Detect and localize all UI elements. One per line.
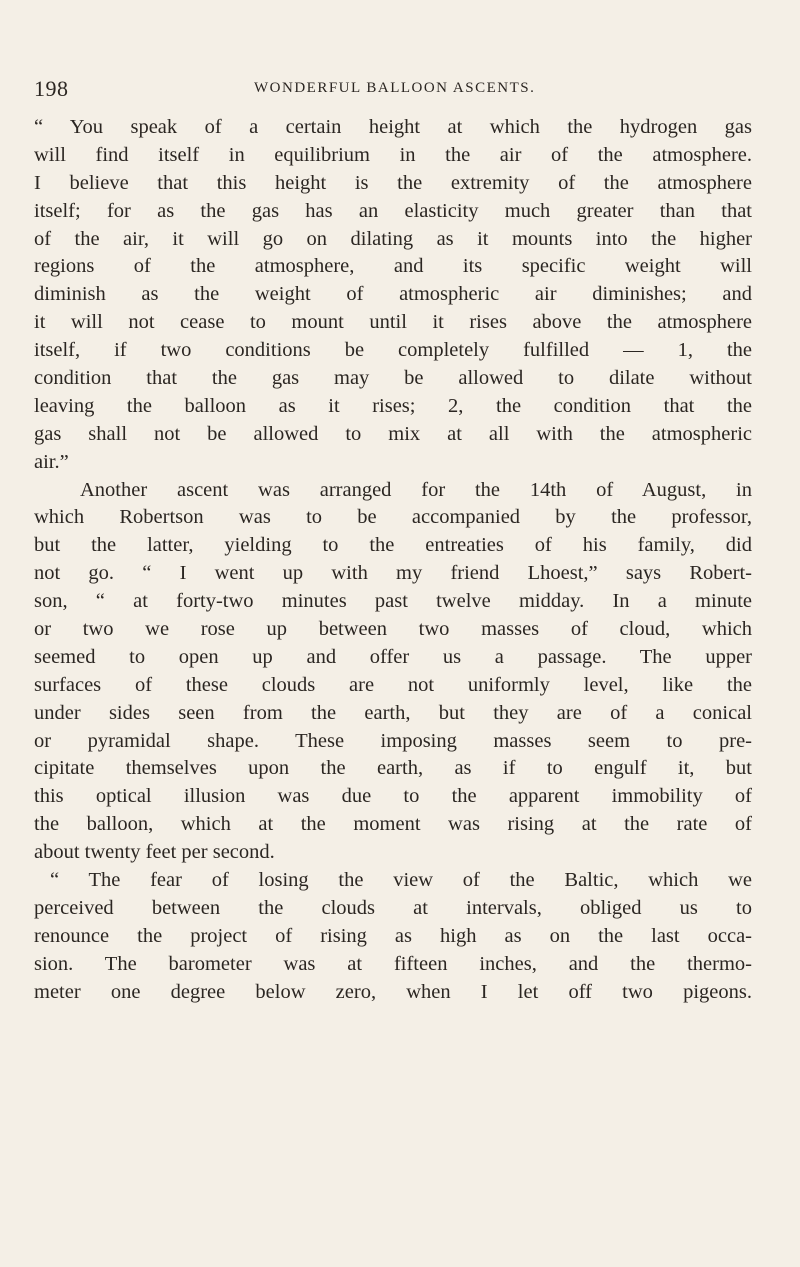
text-line: renounce the project of rising as high as on the last occa-	[34, 924, 752, 947]
text-line: perceived between the clouds at intervals, obliged us to	[34, 896, 752, 919]
text-line: son, “ at forty-two minutes past twelve midday. In a minute	[34, 590, 752, 613]
text-line: this optical illusion was due to the apparent immobility of	[34, 785, 752, 808]
text-line: “ You speak of a certain height at which the hydrogen gas	[34, 116, 752, 138]
text-line: I believe that this height is the extremity of the atmosphere	[34, 171, 752, 194]
text-line: about twenty feet per second.	[34, 841, 275, 864]
text-line: condition that the gas may be allowed to dilate without	[34, 367, 752, 390]
running-title: WONDERFUL BALLOON ASCENTS.	[254, 80, 536, 96]
text-line: regions of the atmosphere, and its specific weight will	[34, 255, 752, 278]
text-line: or two we rose up between two masses of cloud, which	[34, 618, 752, 641]
text-line: meter one degree below zero, when I let off two pigeons.	[34, 980, 752, 1003]
text-line: which Robertson was to be accompanied by the professor,	[34, 506, 752, 529]
text-line: gas shall not be allowed to mix at all with the atmospheric	[34, 422, 752, 445]
text-line: “ The fear of losing the view of the Baltic, which we	[50, 869, 752, 892]
text-line: Another ascent was arranged for the 14th of August, in	[80, 478, 752, 501]
text-line: of the air, it will go on dilating as it mounts into the higher	[34, 227, 752, 250]
text-line: it will not cease to mount until it rises above the atmosphere	[34, 311, 752, 334]
text-line: but the latter, yielding to the entreaties of his family, did	[34, 534, 752, 557]
text-line: itself; for as the gas has an elasticity much greater than that	[34, 199, 752, 222]
text-line: under sides seen from the earth, but they are of a conical	[34, 701, 752, 724]
text-line: will find itself in equilibrium in the air of the atmosphere.	[34, 143, 752, 166]
body-text	[34, 114, 752, 1007]
text-line: seemed to open up and offer us a passage. The upper	[34, 645, 752, 668]
text-line: the balloon, which at the moment was rising at the rate of	[34, 813, 752, 836]
text-line: not go. “ I went up with my friend Lhoest,” says Robert-	[34, 562, 752, 585]
text-line: air.”	[34, 450, 69, 473]
text-line: cipitate themselves upon the earth, as if to engulf it, but	[34, 757, 752, 780]
running-head	[34, 76, 754, 106]
text-line: sion. The barometer was at fifteen inches, and the thermo-	[34, 952, 752, 975]
text-line: itself, if two conditions be completely fulfilled — 1, the	[34, 339, 752, 362]
text-line: leaving the balloon as it rises; 2, the condition that the	[34, 394, 752, 417]
text-line: or pyramidal shape. These imposing masses seem to pre-	[34, 729, 752, 752]
text-line: diminish as the weight of atmospheric air diminishes; and	[34, 283, 752, 306]
text-line: surfaces of these clouds are not uniformly level, like the	[34, 673, 752, 696]
page-number: 198	[34, 76, 69, 101]
